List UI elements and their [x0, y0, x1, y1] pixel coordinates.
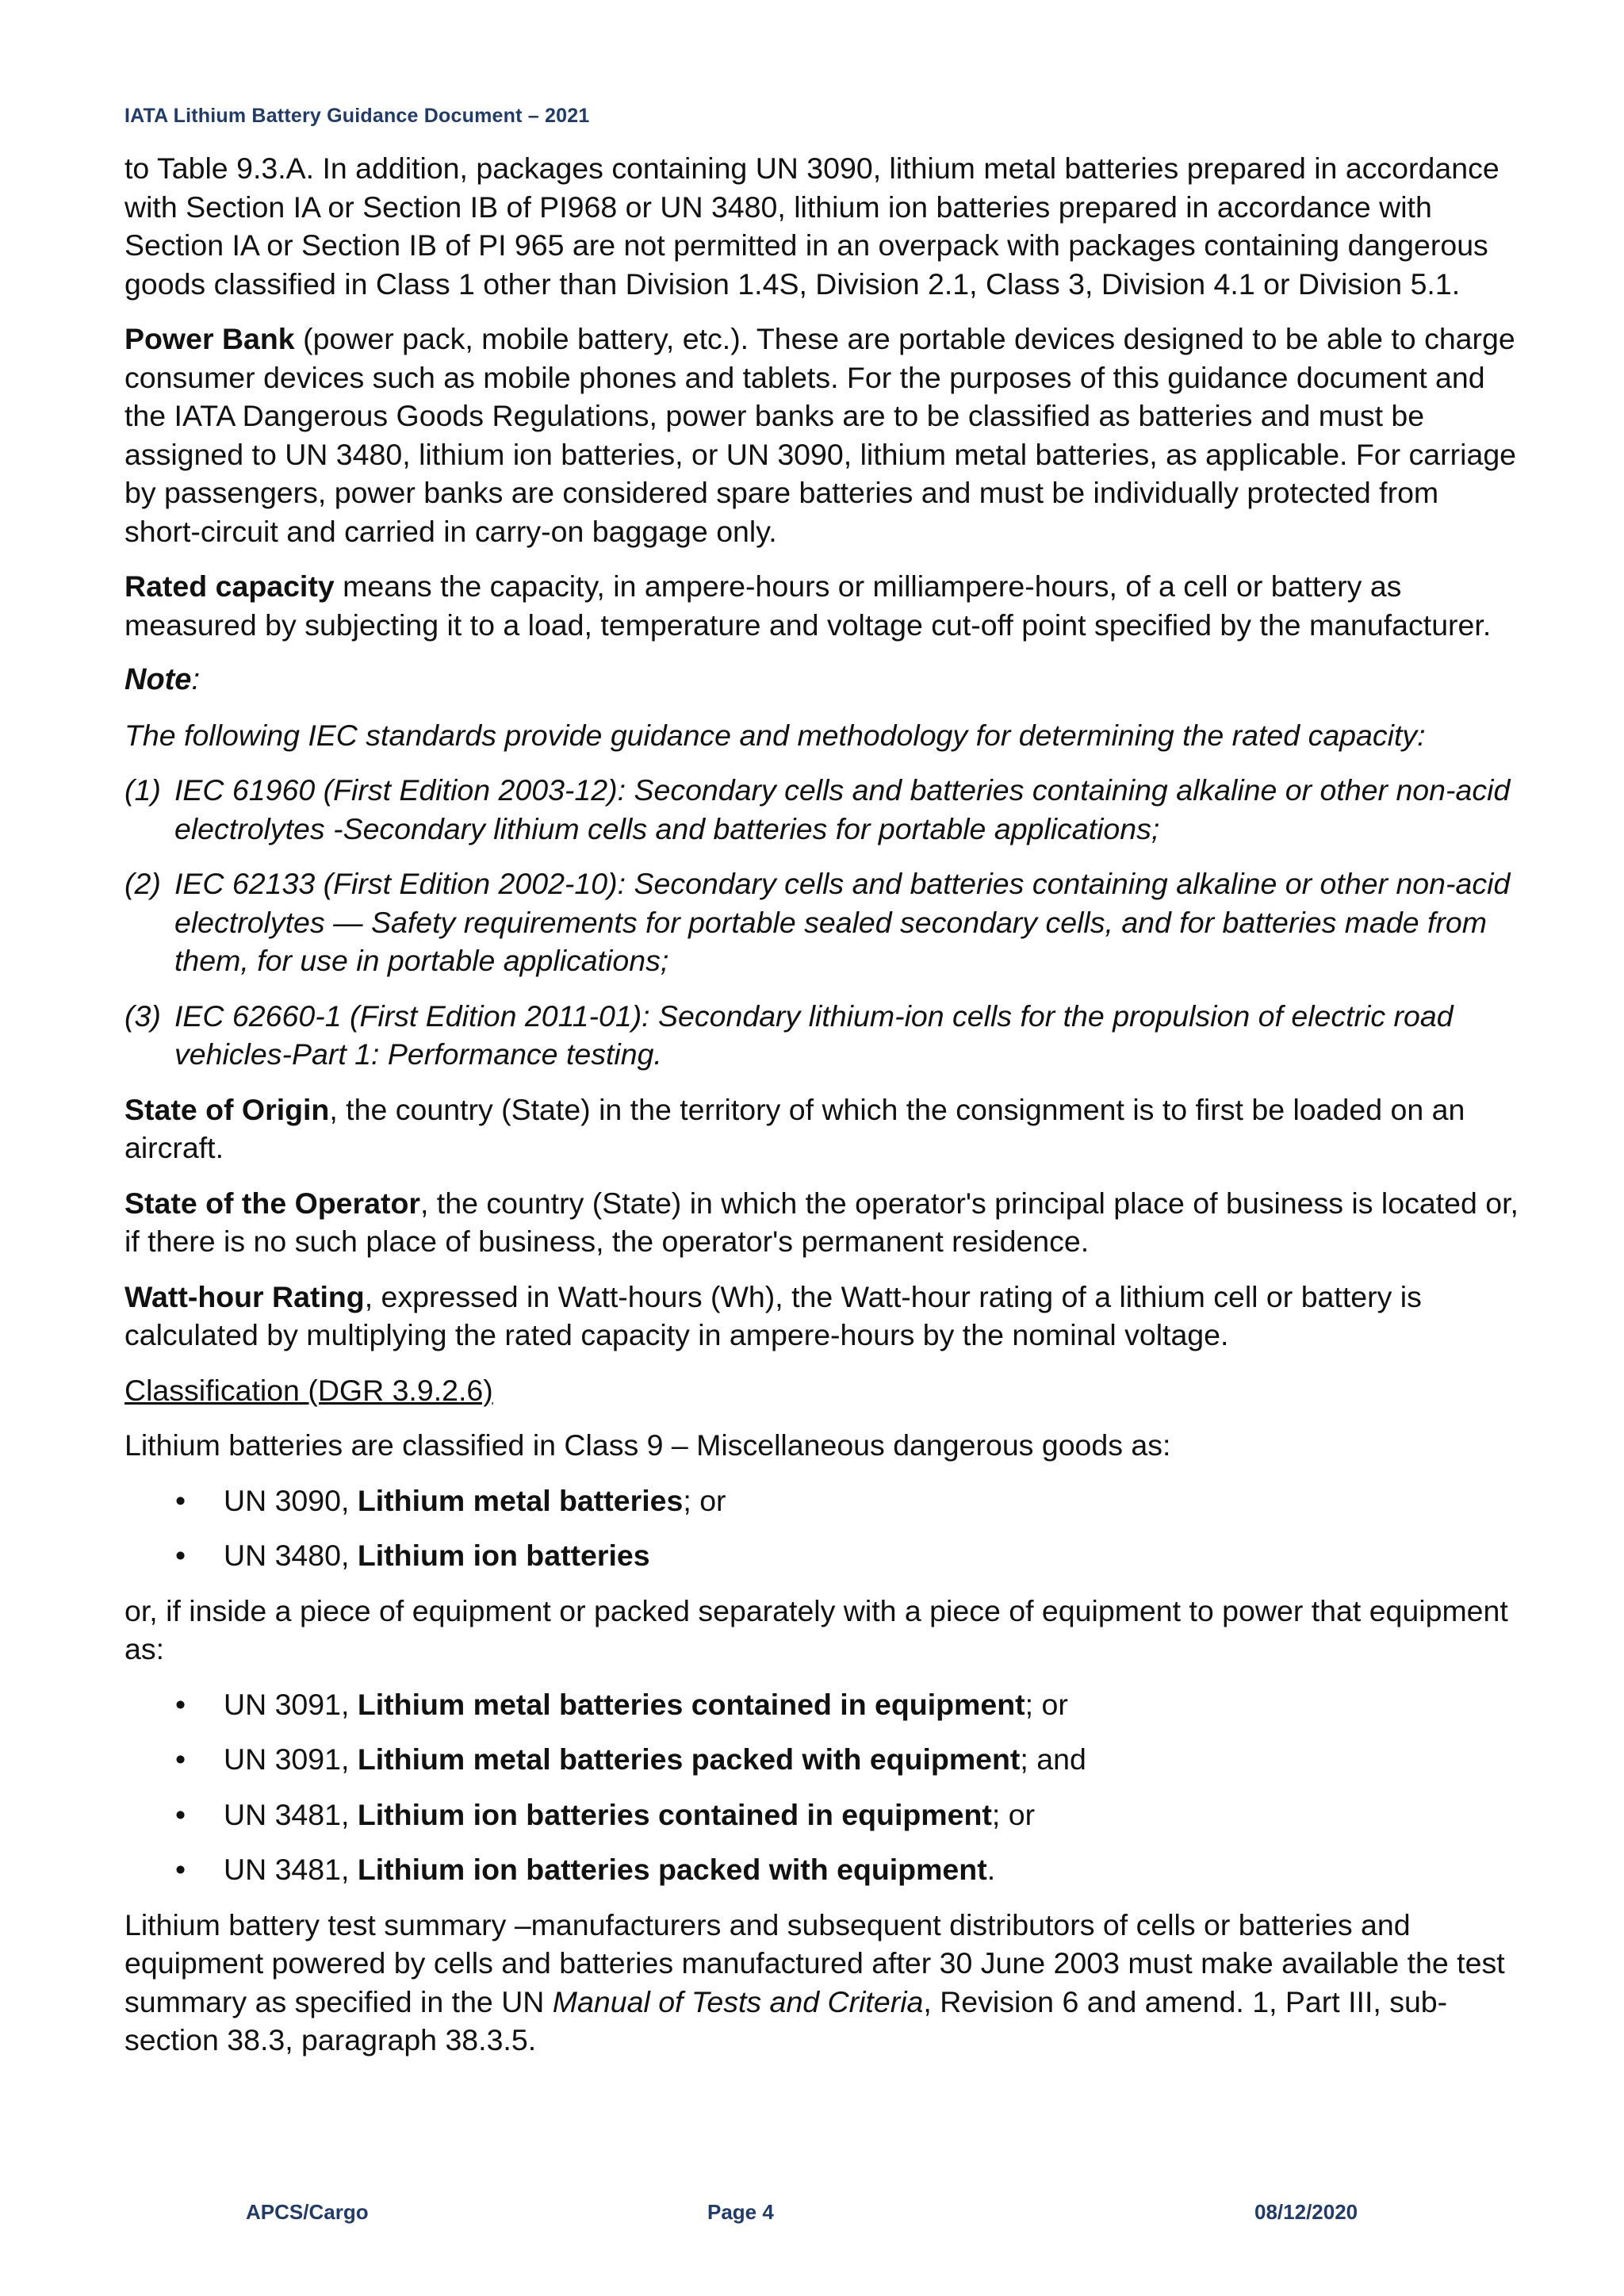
- note-label: Note: [124, 663, 192, 696]
- definition-state-of-origin-text: , the country (State) in the territory of which the consignment is to first be loaded on an aircraft.: [124, 1092, 1465, 1164]
- bullet-icon: •: [175, 1483, 186, 1517]
- list-item-bold: Lithium metal batteries contained in equipment: [357, 1687, 1025, 1721]
- test-summary-paragraph: [124, 1906, 1520, 2060]
- list-item-bold: Lithium metal batteries packed with equipment: [357, 1742, 1021, 1776]
- battery-class-list: [124, 1481, 1520, 1575]
- list-item-suffix: ; or: [683, 1483, 726, 1517]
- list-item-prefix: UN 3481,: [224, 1797, 358, 1831]
- footer-left: APCS/Cargo: [246, 2200, 369, 2224]
- term-state-of-operator: State of the Operator: [124, 1186, 420, 1220]
- note-item-number: (3): [124, 999, 161, 1033]
- list-item-prefix: UN 3091,: [224, 1687, 358, 1721]
- note-item-text: IEC 62133 (First Edition 2002-10): Secondary cells and batteries containing alkaline or other non-acid electrolytes — Safety requirements for portable sealed secondary cells, and for batteries made from them, for use in portable applications;: [174, 867, 1511, 977]
- list-item-suffix: .: [986, 1853, 996, 1886]
- list-item: [124, 1850, 1520, 1889]
- footer-date: 08/12/2020: [1254, 2200, 1358, 2224]
- classification-heading: Classification (DGR 3.9.2.6): [124, 1373, 493, 1407]
- bullet-icon: •: [175, 1539, 186, 1572]
- term-state-of-origin: State of Origin: [124, 1092, 330, 1126]
- equipment-intro: or, if inside a piece of equipment or packed separately with a piece of equipment to power that equipment as:: [124, 1593, 1508, 1665]
- list-item: [124, 1740, 1520, 1779]
- definition-watt-hour-rating: [124, 1278, 1520, 1355]
- list-item-prefix: UN 3481,: [224, 1853, 358, 1886]
- definition-state-of-operator: [124, 1184, 1520, 1261]
- list-item: [124, 1796, 1520, 1834]
- list-item: [124, 1536, 1520, 1575]
- note-item-text: IEC 61960 (First Edition 2003-12): Secondary cells and batteries containing alkaline or other non-acid electrolytes -Secondary lithium cells and batteries for portable applications;: [174, 773, 1511, 845]
- list-item-suffix: ; or: [1025, 1687, 1068, 1721]
- note-item-number: (1): [124, 773, 161, 807]
- list-item: [124, 1481, 1520, 1520]
- note-item-number: (2): [124, 867, 161, 900]
- definition-state-of-origin: [124, 1091, 1520, 1167]
- bullet-icon: •: [175, 1742, 186, 1776]
- term-watt-hour-rating: Watt-hour Rating: [124, 1279, 365, 1313]
- list-item-prefix: UN 3480,: [224, 1539, 358, 1572]
- definition-power-bank: [124, 320, 1520, 550]
- note-intro: The following IEC standards provide guidance and methodology for determining the rated capacity:: [124, 718, 1426, 752]
- note-item: [124, 997, 1520, 1074]
- note-heading: [124, 661, 1520, 700]
- list-item-prefix: UN 3090,: [224, 1483, 358, 1517]
- list-item: [124, 1685, 1520, 1724]
- test-summary-text: Lithium battery test summary –manufacturers and subsequent distributors of cells or batteries and equipment powered by cells and batteries manufactured after 30 June 2003 must make available the test summary as specified in the UN: [124, 1907, 1505, 2018]
- note-colon: :: [191, 663, 201, 696]
- list-item-bold: Lithium metal batteries: [357, 1483, 684, 1517]
- test-summary-manual-title: Manual of Tests and Criteria: [552, 1984, 924, 2018]
- test-summary-text-end: , Revision 6 and amend. 1, Part III, sub-section 38.3, paragraph 38.3.5.: [124, 1984, 1448, 2056]
- bullet-icon: •: [175, 1797, 186, 1831]
- definition-rated-capacity: [124, 567, 1520, 644]
- definition-watt-hour-rating-text: , expressed in Watt-hours (Wh), the Watt-hour rating of a lithium cell or battery is calculated by multiplying the rated capacity in ampere-hours by the nominal voltage.: [124, 1279, 1422, 1351]
- list-item-suffix: ; or: [991, 1797, 1036, 1831]
- term-power-bank: Power Bank: [124, 322, 295, 355]
- list-item-prefix: UN 3091,: [224, 1742, 358, 1776]
- definition-rated-capacity-text: means the capacity, in ampere-hours or milliampere-hours, of a cell or battery as measured by subjecting it to a load, temperature and voltage cut-off point specified by the manufacturer.: [124, 569, 1492, 642]
- note-item: [124, 771, 1520, 848]
- paragraph-overpack: to Table 9.3.A. In addition, packages containing UN 3090, lithium metal batteries prepared in accordance with Section IA or Section IB of PI968 or UN 3480, lithium ion batteries prepared in accordance with Section IA or Section IB of PI 965 are not permitted in an overpack with packages containing dangerous goods classified in Class 1 other than Division 1.4S, Division 2.1, Class 3, Division 4.1 or Division 5.1.: [124, 151, 1500, 301]
- note-item: [124, 864, 1520, 980]
- list-item-bold: Lithium ion batteries contained in equipment: [357, 1797, 992, 1831]
- footer-page-number: Page 4: [707, 2200, 774, 2224]
- classified-intro: Lithium batteries are classified in Class 9 – Miscellaneous dangerous goods as:: [124, 1428, 1171, 1462]
- equipment-class-list: [124, 1685, 1520, 1889]
- definition-power-bank-text: (power pack, mobile battery, etc.). These are portable devices designed to be able to charge consumer devices such as mobile phones and tablets. For the purposes of this guidance document and the IATA Dangerous Goods Regulations, power banks are to be classified as batteries and must be assigned to UN 3480, lithium ion batteries, or UN 3090, lithium metal batteries, as applicable. For carriage by passengers, power banks are considered spare batteries and must be individually protected from short-circuit and carried in carry-on baggage only.: [124, 322, 1517, 548]
- list-item-suffix: ; and: [1020, 1742, 1086, 1776]
- note-item-text: IEC 62660-1 (First Edition 2011-01): Secondary lithium-ion cells for the propulsion of electric road vehicles-Part 1: Performance testing.: [174, 999, 1454, 1071]
- document-body: [124, 149, 1520, 2076]
- list-item-bold: Lithium ion batteries packed with equipment: [357, 1853, 987, 1886]
- list-item-bold: Lithium ion batteries: [357, 1539, 650, 1572]
- bullet-icon: •: [175, 1853, 186, 1886]
- definition-state-of-operator-text: , the country (State) in which the operator's principal place of business is located or, if there is no such place of business, the operator's permanent residence.: [124, 1186, 1519, 1258]
- page-header: IATA Lithium Battery Guidance Document – 2021: [124, 105, 590, 127]
- bullet-icon: •: [175, 1687, 186, 1721]
- term-rated-capacity: Rated capacity: [124, 569, 335, 603]
